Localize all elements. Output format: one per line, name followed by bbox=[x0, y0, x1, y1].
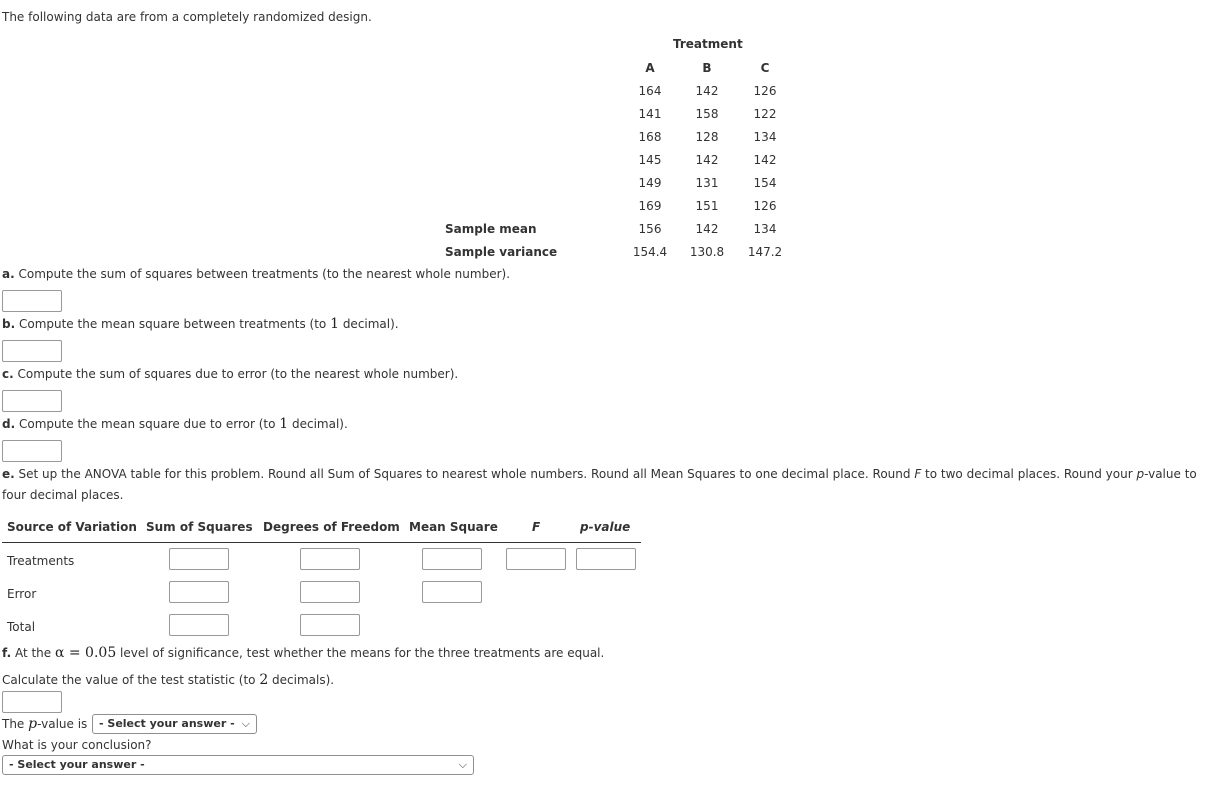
anova-header-f: F bbox=[532, 520, 541, 534]
pvalue-prompt bbox=[2, 716, 87, 732]
test-statistic-input[interactable] bbox=[2, 691, 62, 713]
column-header-c: C bbox=[760, 61, 770, 75]
ss-between-input[interactable] bbox=[2, 290, 62, 312]
question-text-2: to two decimal places. Round your bbox=[921, 467, 1137, 481]
anova-header-ss: Sum of Squares bbox=[146, 520, 253, 534]
ss-error-input[interactable] bbox=[2, 390, 62, 412]
data-cell: 141 bbox=[638, 107, 662, 121]
sample-variance-a: 154.4 bbox=[632, 245, 668, 259]
question-a bbox=[2, 267, 510, 281]
question-text-3: -value to bbox=[1144, 467, 1197, 481]
question-letter: e. bbox=[2, 467, 15, 481]
prompt-text: The bbox=[2, 717, 29, 731]
select-value: - Select your answer - bbox=[9, 758, 145, 771]
data-cell: 145 bbox=[638, 153, 662, 167]
question-d bbox=[2, 416, 348, 432]
question-b bbox=[2, 316, 399, 332]
question-text-2: level of significance, test whether the means for the three treatments are equal. bbox=[116, 646, 605, 660]
data-cell: 169 bbox=[638, 199, 662, 213]
anova-header-ms: Mean Square bbox=[409, 520, 498, 534]
question-e-line2: four decimal places. bbox=[2, 488, 124, 502]
data-cell: 142 bbox=[695, 84, 719, 98]
anova-header-divider bbox=[2, 542, 641, 543]
treatments-pvalue-input[interactable] bbox=[576, 548, 636, 570]
error-df-input[interactable] bbox=[300, 581, 360, 603]
data-cell: 164 bbox=[638, 84, 662, 98]
anova-row-label: Total bbox=[7, 620, 36, 634]
select-value: - Select your answer - bbox=[99, 717, 235, 730]
column-header-a: A bbox=[645, 61, 655, 75]
question-letter: d. bbox=[2, 417, 16, 431]
conclusion-select[interactable] bbox=[2, 755, 474, 775]
decimals-number: 1 bbox=[279, 416, 289, 432]
data-cell: 142 bbox=[695, 153, 719, 167]
question-text: Compute the sum of squares between treatments (to the nearest whole number). bbox=[14, 267, 511, 281]
question-e bbox=[2, 467, 1197, 481]
ms-between-input[interactable] bbox=[2, 340, 62, 362]
pvalue-select[interactable] bbox=[92, 714, 257, 734]
data-cell: 134 bbox=[753, 130, 777, 144]
sample-mean-a: 156 bbox=[638, 222, 662, 236]
sample-variance-b: 130.8 bbox=[689, 245, 725, 259]
anova-header-source: Source of Variation bbox=[7, 520, 137, 534]
question-text-end: decimal). bbox=[288, 417, 348, 431]
prompt-text: Calculate the value of the test statistic (to bbox=[2, 673, 260, 687]
decimals-number: 1 bbox=[330, 316, 339, 332]
anova-row-label: Error bbox=[7, 587, 37, 601]
chevron-down-icon: ⌵ bbox=[241, 717, 250, 730]
treatments-ss-input[interactable] bbox=[169, 548, 229, 570]
total-df-input[interactable] bbox=[300, 614, 360, 636]
prompt-text-end: -value is bbox=[37, 717, 88, 731]
sample-mean-label: Sample mean bbox=[445, 222, 537, 236]
treatments-ms-input[interactable] bbox=[422, 548, 482, 570]
p-symbol: p bbox=[1136, 467, 1145, 481]
question-text: Compute the mean square due to error (to bbox=[15, 417, 280, 431]
sample-mean-b: 142 bbox=[695, 222, 719, 236]
error-ss-input[interactable] bbox=[169, 581, 229, 603]
question-letter: b. bbox=[2, 317, 16, 331]
treatments-df-input[interactable] bbox=[300, 548, 360, 570]
anova-header-pvalue: p-value bbox=[580, 520, 631, 534]
p-symbol: p bbox=[28, 716, 38, 732]
treatment-header: Treatment bbox=[673, 37, 743, 51]
test-statistic-prompt bbox=[2, 672, 334, 688]
intro-text: The following data are from a completely randomized design. bbox=[2, 10, 372, 24]
data-cell: 128 bbox=[695, 130, 719, 144]
data-cell: 131 bbox=[695, 176, 719, 190]
question-text-end: decimal). bbox=[339, 317, 399, 331]
question-text: Compute the mean square between treatments (to bbox=[15, 317, 331, 331]
question-text: Compute the sum of squares due to error (to the nearest whole number). bbox=[13, 367, 459, 381]
total-ss-input[interactable] bbox=[169, 614, 229, 636]
sample-variance-c: 147.2 bbox=[747, 245, 783, 259]
column-header-b: B bbox=[702, 61, 712, 75]
anova-header-df: Degrees of Freedom bbox=[263, 520, 400, 534]
anova-row-label: Treatments bbox=[7, 554, 75, 568]
question-text: Set up the ANOVA table for this problem. Round all Sum of Squares to nearest whole numbers. Round all Mean Squares to one decimal place. Round bbox=[14, 467, 915, 481]
chevron-down-icon: ⌵ bbox=[458, 758, 467, 771]
data-cell: 126 bbox=[753, 84, 777, 98]
prompt-text-end: decimals). bbox=[268, 673, 335, 687]
question-c bbox=[2, 367, 458, 381]
ms-error-input[interactable] bbox=[2, 440, 62, 462]
data-cell: 149 bbox=[638, 176, 662, 190]
conclusion-prompt: What is your conclusion? bbox=[2, 738, 152, 752]
decimals-number: 2 bbox=[259, 672, 269, 688]
error-ms-input[interactable] bbox=[422, 581, 482, 603]
sample-variance-label: Sample variance bbox=[445, 245, 558, 259]
data-cell: 168 bbox=[638, 130, 662, 144]
data-cell: 158 bbox=[695, 107, 719, 121]
f-symbol: F bbox=[914, 467, 922, 481]
data-cell: 126 bbox=[753, 199, 777, 213]
question-letter: f. bbox=[2, 646, 12, 660]
data-cell: 142 bbox=[753, 153, 777, 167]
data-cell: 151 bbox=[695, 199, 719, 213]
alpha-expression: α = 0.05 bbox=[54, 645, 117, 661]
data-cell: 122 bbox=[753, 107, 777, 121]
data-cell: 154 bbox=[753, 176, 777, 190]
treatments-f-input[interactable] bbox=[506, 548, 566, 570]
sample-mean-c: 134 bbox=[753, 222, 777, 236]
question-letter: c. bbox=[2, 367, 14, 381]
question-text: At the bbox=[11, 646, 55, 660]
question-f bbox=[2, 645, 604, 661]
question-letter: a. bbox=[2, 267, 15, 281]
